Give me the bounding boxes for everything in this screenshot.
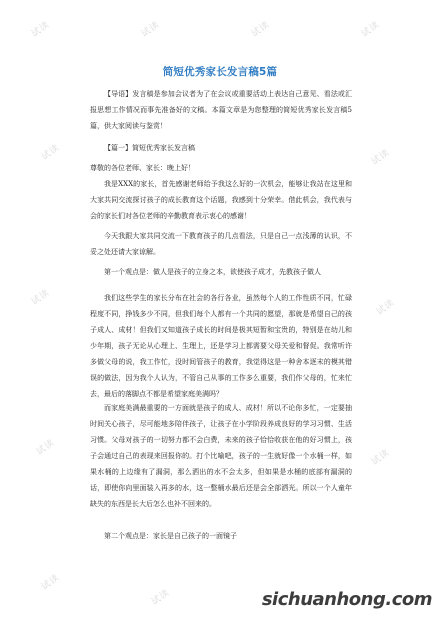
watermark: 试读 <box>39 142 62 163</box>
site-logo: sichuanhong.com <box>261 589 432 610</box>
watermark: 试读 <box>369 447 392 468</box>
watermark: 试读 <box>369 147 392 168</box>
point-heading: 第一个观点是：做人是孩子的立身之本，欲使孩子成才，先教孩子做人 <box>104 268 321 276</box>
watermark: 试读 <box>374 297 397 318</box>
salutation: 尊敬的各位老师、家长：晚上好！ <box>90 164 195 172</box>
body-paragraph: 今天我跟大家共同交流一下教育孩子的几点看法，只是自己一点浅薄的认识，不妥之处还请大家谅解。 <box>90 232 352 256</box>
watermark: 试读 <box>29 19 52 40</box>
watermark: 试读 <box>139 19 162 40</box>
watermark: 试读 <box>359 19 382 40</box>
body-paragraph: 我是XXX的家长，首先感谢老师给予我这么好的一次机会，能够让我站在这里和大家共同交流探讨孩子的成长教育这个话题，我感到十分荣幸。借此机会，我代表与会的家长们对各位老师的辛勤教育表示衷心的感谢！ <box>90 180 352 220</box>
section-heading: 【篇一】简短优秀家长发言稿 <box>104 144 195 152</box>
watermark: 试读 <box>29 287 52 308</box>
watermark: 试读 <box>249 19 272 40</box>
watermark: 试读 <box>34 437 57 458</box>
body-paragraph: 而家庭美满最重要的一方面就是孩子的成人、成材！所以不论你多忙，一定要抽时间关心孩子，尽可能地多陪伴孩子，让孩子在小学阶段养成良好的学习习惯、生活习惯。父母对孩子的一切努力都不会白费，未来的孩子恰恰收获在他的好习惯上，孩子会通过自己的表现来回报你的。打个比喻吧，孩子的一生就好像一个水桶一样，如果水桶的上边缘有了漏洞，那么洒出的水不会太多，但如果是水桶的底部有漏洞的话，即使你向里面装入再多的水，这一整桶水最后还是会全部洒光。所以一个人童年缺失的东西是长大后怎么也补不回来的。 <box>90 404 352 508</box>
watermark: 试读 <box>39 572 62 593</box>
watermark: 试读 <box>149 587 172 608</box>
document-title: 简短优秀家长发言稿5篇 <box>162 66 278 78</box>
body-paragraph: 我们这些学生的家长分布在社会的各行各业，虽然每个人的工作性质不同，忙碌程度不同，挣钱多少不同，但我们每个人都有一个共同的愿望，那就是希望自己的孩子成人、成材！但我们又知道孩子成长的时间是极其短暂和宝贵的，特别是在幼儿和少年期，孩子无论从心理上、生理上，还是学习上都需要父母关爱和督促。我常听许多做父母的说，我工作忙，没时间管孩子的教育，我觉得这是一种舍本逐末的模其错误的做法，因为我个人认为，不管自己从事的工作多么重要，我们作父母的，忙来忙去，最后的落脚点不都是希望家庭美满吗？ <box>90 294 352 398</box>
point-heading: 第二个观点是：家长是自己孩子的一面镜子 <box>104 532 237 540</box>
intro-paragraph: 【导语】发言稿是参加会议者为了在会议或重要活动上表达自己意见、看法或汇报思想工作情况而事先准备好的文稿。本篇文章是为您整理的简短优秀家长发言稿5篇，供大家阅读与鉴赏！ <box>90 90 352 130</box>
